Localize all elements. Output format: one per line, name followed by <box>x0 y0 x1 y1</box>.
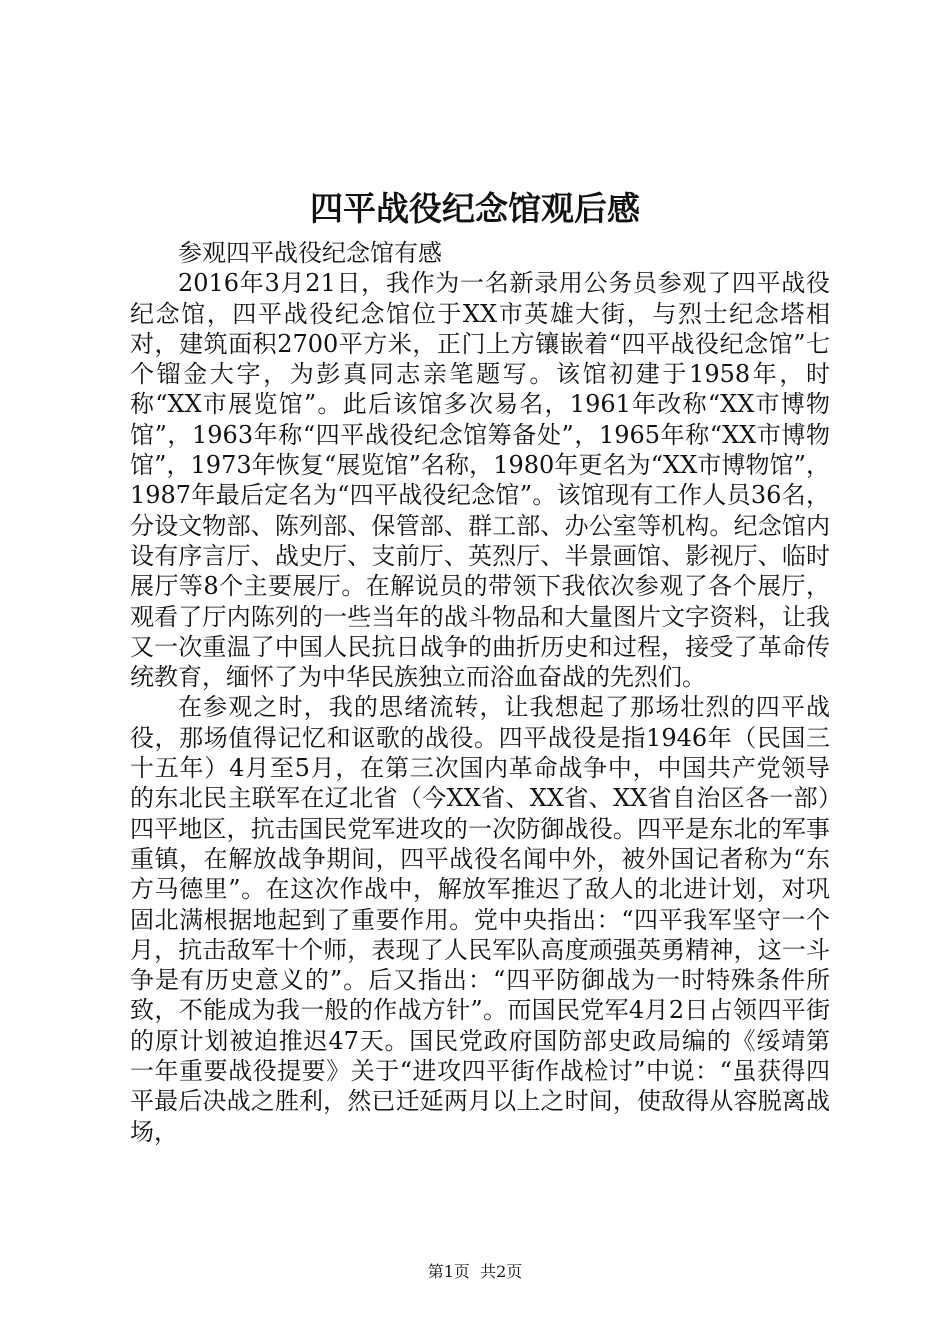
body-paragraph-1: 2016年3月21日，我作为一名新录用公务员参观了四平战役纪念馆，四平战役纪念馆位于XX市英雄大街，与烈士纪念塔相对，建筑面积2700平方米，正门上方镶嵌着“四平战役纪念馆”七个镏金大字，为彭真同志亲笔题写。该馆初建于1958年，时称“XX市展览馆”。此后该馆多次易名，1961年改称“XX市博物馆”，1963年称“四平战役纪念馆筹备处”，1965年称“XX市博物馆”，1973年恢复“展览馆”名称，1980年更名为“XX市博物馆”，1987年最后定名为“四平战役纪念馆”。该馆现有工作人员36名，分设文物部、陈列部、保管部、群工部、办公室等机构。纪念馆内设有序言厅、战史厅、支前厅、英烈厅、半景画馆、影视厅、临时展厅等8个主要展厅。在解说员的带领下我依次参观了各个展厅，观看了厅内陈列的一些当年的战斗物品和大量图片文字资料，让我又一次重温了中国人民抗日战争的曲折历史和过程，接受了革命传统教育，缅怀了为中华民族独立而浴血奋战的先烈们。 <box>130 269 830 692</box>
document-body <box>130 238 830 1147</box>
document-title: 四平战役纪念馆观后感 <box>310 189 640 228</box>
body-paragraph-2: 在参观之时，我的思绪流转，让我想起了那场壮烈的四平战役，那场值得记忆和讴歌的战役。四平战役是指1946年（民国三十五年）4月至5月，在第三次国内革命战争中，中国共产党领导的东北民主联军在辽北省（今XX省、XX省、XX省自治区各一部）四平地区，抗击国民党军进攻的一次防御战役。四平是东北的军事重镇，在解放战争期间，四平战役名闻中外，被外国记者称为“东方马德里”。在这次作战中，解放军推迟了敌人的北进计划，对巩固北满根据地起到了重要作用。党中央指出：“四平我军坚守一个月，抗击敌军十个师，表现了人民军队高度顽强英勇精神，这一斗争是有历史意义的”。后又指出：“四平防御战为一时特殊条件所致，不能成为我一般的作战方针”。而国民党军4月2日占领四平街的原计划被迫推迟47天。国民党政府国防部史政局编的《绥靖第一年重要战役提要》关于“进攻四平街作战检讨”中说：“虽获得四平最后决战之胜利，然已迁延两月以上之时间，使敌得从容脱离战场， <box>130 693 830 1146</box>
document-subtitle: 参观四平战役纪念馆有感 <box>178 239 442 267</box>
page-footer: 第1页 共2页 <box>427 1262 523 1281</box>
